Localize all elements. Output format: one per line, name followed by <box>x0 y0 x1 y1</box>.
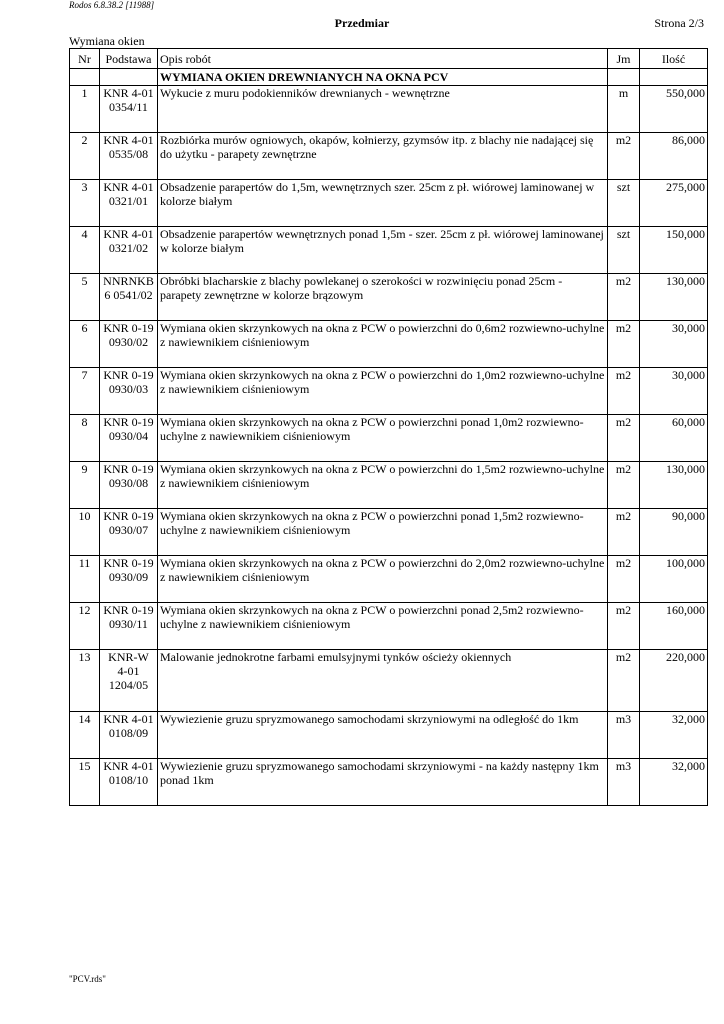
row-unit: m2 <box>608 650 640 712</box>
page-number: Strona 2/3 <box>654 16 704 30</box>
row-description: Rozbiórka murów ogniowych, okapów, kołnierzy, gzymsów itp. z blachy nie nadającej się do użytku - parapety zewnętrzne <box>158 133 608 180</box>
row-number: 3 <box>70 180 100 227</box>
table-row <box>70 227 708 274</box>
table-row <box>70 86 708 133</box>
row-base-code: KNR 0-19 0930/03 <box>100 368 158 415</box>
row-base-code: KNR 0-19 0930/11 <box>100 603 158 650</box>
row-quantity: 30,000 <box>640 368 708 415</box>
table-row <box>70 650 708 712</box>
row-number: 1 <box>70 86 100 133</box>
row-base-code: KNR-W 4-01 1204/05 <box>100 650 158 712</box>
row-number: 7 <box>70 368 100 415</box>
row-unit: m3 <box>608 759 640 806</box>
table-row <box>70 603 708 650</box>
row-base-code: KNR 0-19 0930/02 <box>100 321 158 368</box>
row-quantity: 86,000 <box>640 133 708 180</box>
row-description: Wymiana okien skrzynkowych na okna z PCW o powierzchni ponad 1,5m2 rozwiewno-uchylne z nawiewnikiem ciśnieniowym <box>158 509 608 556</box>
row-quantity: 220,000 <box>640 650 708 712</box>
row-base-code: KNR 0-19 0930/08 <box>100 462 158 509</box>
row-quantity: 130,000 <box>640 274 708 321</box>
row-quantity: 150,000 <box>640 227 708 274</box>
row-unit: m2 <box>608 556 640 603</box>
row-base-code: KNR 0-19 0930/07 <box>100 509 158 556</box>
row-base-code: KNR 0-19 0930/09 <box>100 556 158 603</box>
column-header-quantity: Ilość <box>640 49 708 69</box>
row-description: Wymiana okien skrzynkowych na okna z PCW o powierzchni do 2,0m2 rozwiewno-uchylne z nawiewnikiem ciśnieniowym <box>158 556 608 603</box>
table-row <box>70 712 708 759</box>
row-unit: m2 <box>608 274 640 321</box>
row-unit: m2 <box>608 368 640 415</box>
row-description: Obsadzenie parapertów wewnętrznych ponad 1,5m - szer. 25cm z pł. wiórowej laminowanej w kolorze białym <box>158 227 608 274</box>
table-row <box>70 133 708 180</box>
row-description: Wymiana okien skrzynkowych na okna z PCW o powierzchni ponad 1,0m2 rozwiewno-uchylne z nawiewnikiem ciśnieniowym <box>158 415 608 462</box>
row-description: Obróbki blacharskie z blachy powlekanej o szerokości w rozwinięciu ponad 25cm - parapety zewnętrzne w kolorze brązowym <box>158 274 608 321</box>
cost-estimate-table <box>69 48 708 806</box>
table-row <box>70 556 708 603</box>
row-unit: m2 <box>608 321 640 368</box>
row-base-code: KNR 0-19 0930/04 <box>100 415 158 462</box>
column-header-nr: Nr <box>70 49 100 69</box>
row-quantity: 32,000 <box>640 712 708 759</box>
row-number: 4 <box>70 227 100 274</box>
row-description: Wymiana okien skrzynkowych na okna z PCW o powierzchni do 0,6m2 rozwiewno-uchylne z nawiewnikiem ciśnieniowym <box>158 321 608 368</box>
row-number: 12 <box>70 603 100 650</box>
row-base-code: KNR 4-01 0354/11 <box>100 86 158 133</box>
row-quantity: 30,000 <box>640 321 708 368</box>
section-row <box>70 69 708 86</box>
row-number: 11 <box>70 556 100 603</box>
table-row <box>70 274 708 321</box>
row-base-code: NNRNKB 6 0541/02 <box>100 274 158 321</box>
row-unit: m2 <box>608 415 640 462</box>
row-quantity: 160,000 <box>640 603 708 650</box>
footer-filename: "PCV.rds" <box>69 974 106 984</box>
row-quantity: 275,000 <box>640 180 708 227</box>
table-row <box>70 509 708 556</box>
row-number: 2 <box>70 133 100 180</box>
table-row <box>70 321 708 368</box>
row-description: Malowanie jednokrotne farbami emulsyjnymi tynków ościeży okiennych <box>158 650 608 712</box>
row-quantity: 130,000 <box>640 462 708 509</box>
row-description: Wymiana okien skrzynkowych na okna z PCW o powierzchni do 1,0m2 rozwiewno-uchylne z nawiewnikiem ciśnieniowym <box>158 368 608 415</box>
row-description: Wywiezienie gruzu spryzmowanego samochodami skrzyniowymi na odległość do 1km <box>158 712 608 759</box>
row-number: 10 <box>70 509 100 556</box>
row-unit: m3 <box>608 712 640 759</box>
table-row <box>70 368 708 415</box>
row-quantity: 100,000 <box>640 556 708 603</box>
row-number: 9 <box>70 462 100 509</box>
column-header-base: Podstawa <box>100 49 158 69</box>
row-description: Wywiezienie gruzu spryzmowanego samochodami skrzyniowymi - na każdy następny 1km ponad 1km <box>158 759 608 806</box>
row-base-code: KNR 4-01 0108/09 <box>100 712 158 759</box>
row-base-code: KNR 4-01 0535/08 <box>100 133 158 180</box>
row-base-code: KNR 4-01 0108/10 <box>100 759 158 806</box>
table-row <box>70 180 708 227</box>
row-unit: m2 <box>608 603 640 650</box>
table-header-row <box>70 49 708 69</box>
row-quantity: 60,000 <box>640 415 708 462</box>
row-unit: szt <box>608 227 640 274</box>
row-unit: m2 <box>608 462 640 509</box>
row-number: 13 <box>70 650 100 712</box>
software-version: Rodos 6.8.38.2 [11988] <box>69 0 155 10</box>
row-unit: szt <box>608 180 640 227</box>
row-quantity: 32,000 <box>640 759 708 806</box>
row-description: Obsadzenie parapertów do 1,5m, wewnętrznych szer. 25cm z pł. wiórowej laminowanej w kolorze białym <box>158 180 608 227</box>
column-header-unit: Jm <box>608 49 640 69</box>
column-header-description: Opis robót <box>158 49 608 69</box>
project-name: Wymiana okien <box>69 34 145 48</box>
row-description: Wykucie z muru podokienników drewnianych - wewnętrzne <box>158 86 608 133</box>
table-row <box>70 415 708 462</box>
table-row <box>70 759 708 806</box>
row-description: Wymiana okien skrzynkowych na okna z PCW o powierzchni ponad 2,5m2 rozwiewno-uchylne z nawiewnikiem ciśnieniowym <box>158 603 608 650</box>
row-unit: m2 <box>608 133 640 180</box>
row-unit: m2 <box>608 509 640 556</box>
row-description: Wymiana okien skrzynkowych na okna z PCW o powierzchni do 1,5m2 rozwiewno-uchylne z nawiewnikiem ciśnieniowym <box>158 462 608 509</box>
row-unit: m <box>608 86 640 133</box>
row-base-code: KNR 4-01 0321/02 <box>100 227 158 274</box>
table-row <box>70 462 708 509</box>
section-title: WYMIANA OKIEN DREWNIANYCH NA OKNA PCV <box>158 69 608 86</box>
row-number: 14 <box>70 712 100 759</box>
row-quantity: 550,000 <box>640 86 708 133</box>
row-quantity: 90,000 <box>640 509 708 556</box>
row-number: 15 <box>70 759 100 806</box>
row-number: 5 <box>70 274 100 321</box>
row-number: 8 <box>70 415 100 462</box>
row-base-code: KNR 4-01 0321/01 <box>100 180 158 227</box>
row-number: 6 <box>70 321 100 368</box>
document-title: Przedmiar <box>334 16 390 30</box>
